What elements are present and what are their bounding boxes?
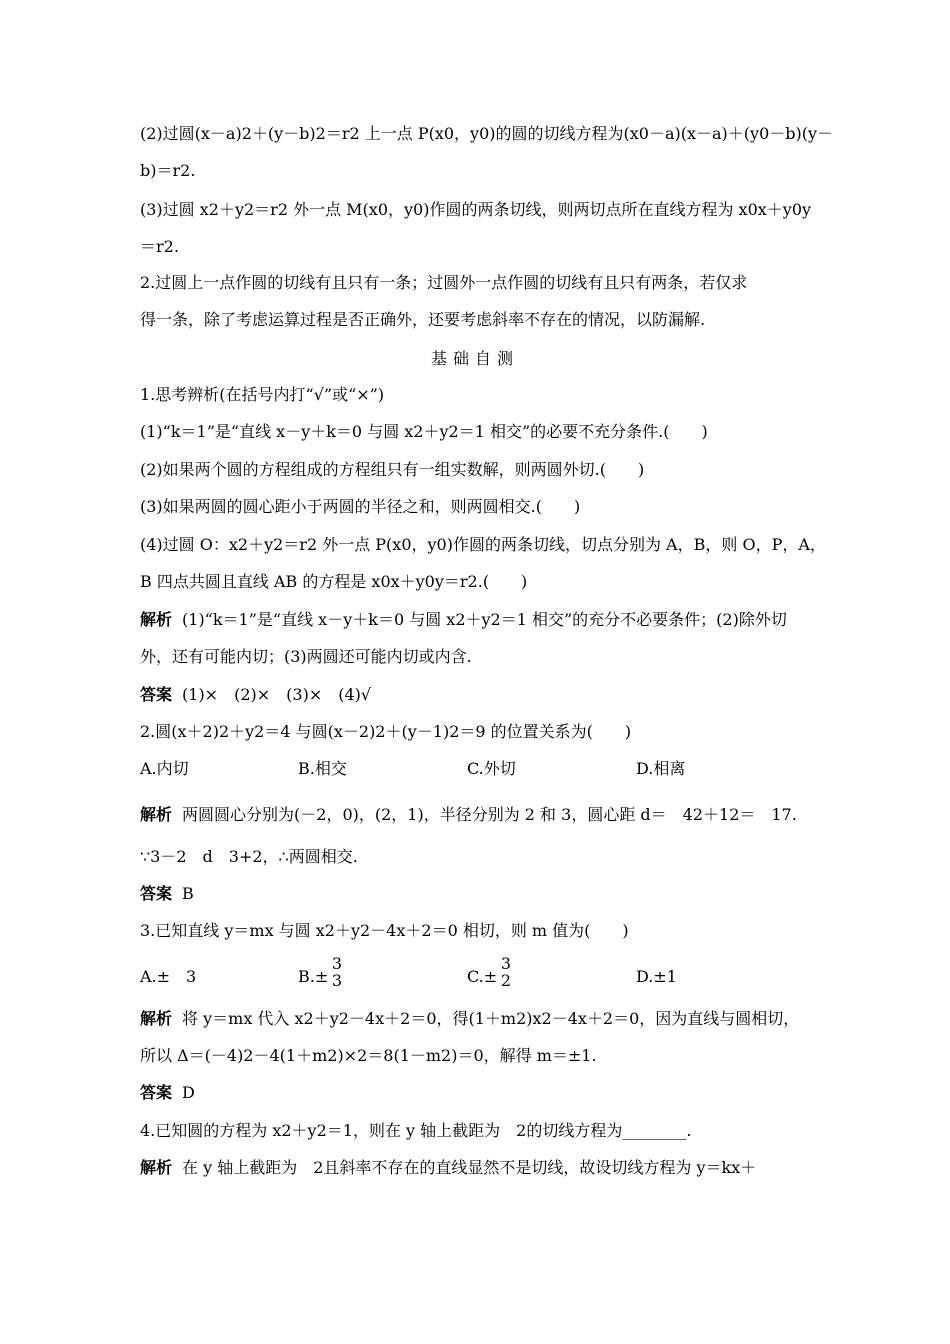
option-b-denominator: 3 (331, 971, 343, 990)
answer-text: B (182, 884, 194, 903)
question-line: 2.圆(x＋2)2＋y2＝4 与圆(x－2)2＋(y－1)2＝9 的位置关系为( ) (140, 722, 632, 741)
analysis-line (140, 609, 787, 631)
analysis-text: (1)“k＝1”是“直线 x－y＋k＝0 与圆 x2＋y2＝1 相交”的充分不必要条件；(2)除外切 (182, 610, 787, 629)
text-line: 2.过圆上一点作圆的切线有且只有一条；过圆外一点作圆的切线有且只有两条，若仅求 (140, 273, 748, 292)
analysis-label: 解析 (140, 805, 173, 824)
analysis-text: 在 y 轴上截距为 2且斜率不存在的直线显然不是切线，故设切线方程为 y＝kx＋ (182, 1158, 757, 1177)
answer-text: (1)× (2)× (3)× (4)√ (182, 685, 372, 704)
option-b: B.相交 (298, 759, 347, 778)
question-line: 3.已知直线 y＝mx 与圆 x2＋y2－4x＋2＝0 相切，则 m 值为( ) (140, 921, 629, 940)
text-line: (3)如果两圆的圆心距小于两圆的半径之和，则两圆相交.( ) (140, 497, 581, 516)
text-line: B 四点共圆且直线 AB 的方程是 x0x＋y0y＝r2.( ) (140, 572, 528, 591)
option-a: A.± 3 (140, 967, 197, 986)
option-c-fraction (499, 955, 513, 989)
answer-label: 答案 (140, 1083, 173, 1102)
option-c: C.外切 (467, 759, 516, 778)
question-line: 4.已知圆的方程为 x2＋y2＝1，则在 y 轴上截距为 2的切线方程为________. (140, 1121, 692, 1140)
analysis-label: 解析 (140, 1158, 173, 1177)
answer-text: D (182, 1083, 195, 1102)
answer-line (140, 883, 194, 905)
text-line: ＝r2. (140, 237, 179, 256)
option-c: C.± (467, 967, 498, 986)
analysis-line (140, 1008, 799, 1030)
analysis-label: 解析 (140, 1009, 173, 1028)
analysis-line (140, 1157, 756, 1179)
text-line: (2)如果两个圆的方程组成的方程组只有一组实数解，则两圆外切.( ) (140, 460, 645, 479)
answer-label: 答案 (140, 685, 173, 704)
answer-line (140, 684, 371, 706)
option-b-numerator: 3 (331, 954, 343, 973)
option-d: D.相离 (636, 759, 686, 778)
analysis-text: 将 y＝mx 代入 x2＋y2－4x＋2＝0，得(1＋m2)x2－4x＋2＝0，因为直线与圆相切， (182, 1009, 800, 1028)
option-b: B.± (298, 967, 329, 986)
text-line: 外，还有可能内切；(3)两圆还可能内切或内含. (140, 647, 472, 666)
text-line: (4)过圆 O：x2＋y2＝r2 外一点 P(x0，y0)作圆的两条切线，切点分别为 A，B，则 O，P，A， (140, 535, 826, 554)
section-heading: 基础自测 (430, 349, 519, 368)
text-line: (1)“k＝1”是“直线 x－y＋k＝0 与圆 x2＋y2＝1 相交”的必要不充分条件.( ) (140, 422, 708, 441)
option-c-numerator: 3 (500, 954, 512, 973)
analysis-text: 两圆圆心分别为(－2，0)，(2，1)，半径分别为 2 和 3，圆心距 d＝ 42＋12＝ 17. (182, 805, 797, 824)
text-line: (2)过圆(x－a)2＋(y－b)2＝r2 上一点 P(x0，y0)的圆的切线方程为(x0－a)(x－a)＋(y0－b)(y－ (140, 124, 834, 143)
analysis-label: 解析 (140, 610, 173, 629)
text-line: 1.思考辨析(在括号内打“√”或“×”) (140, 385, 385, 404)
answer-label: 答案 (140, 884, 173, 903)
answer-line (140, 1082, 195, 1104)
text-line: (3)过圆 x2＋y2＝r2 外一点 M(x0，y0)作圆的两条切线，则两切点所在直线方程为 x0x＋y0y (140, 200, 812, 219)
option-a: A.内切 (140, 759, 189, 778)
option-d: D.±1 (636, 967, 677, 986)
text-line: b)＝r2. (140, 161, 196, 180)
text-line: 得一条，除了考虑运算过程是否正确外，还要考虑斜率不存在的情况，以防漏解. (140, 310, 706, 329)
analysis-line (140, 804, 797, 826)
text-line: 所以 Δ＝(－4)2－4(1＋m2)×2＝8(1－m2)＝0，解得 m＝±1. (140, 1046, 597, 1065)
option-c-denominator: 2 (500, 971, 512, 990)
text-line: ∵3－2 d 3+2，∴两圆相交. (140, 847, 358, 866)
option-b-fraction (330, 955, 344, 989)
